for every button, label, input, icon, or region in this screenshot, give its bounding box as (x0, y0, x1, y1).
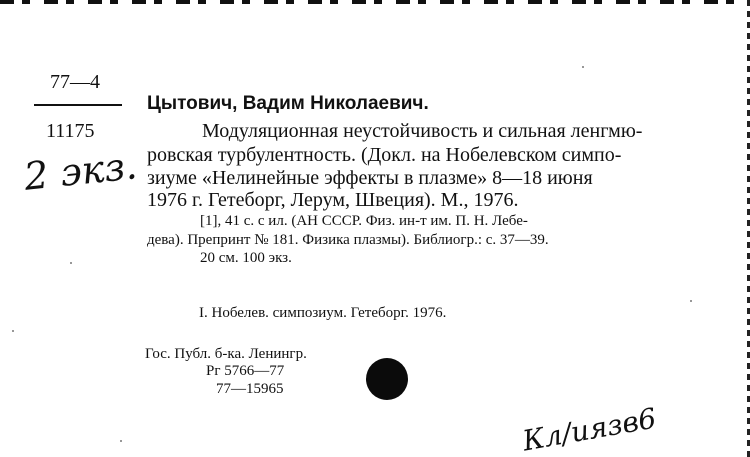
title-line-4: 1976 г. Гетеборг, Лерум, Швеция). М., 1976. (147, 189, 519, 211)
author-heading: Цытович, Вадим Николаевич. (147, 93, 429, 114)
scan-speck (12, 330, 14, 332)
scan-speck (690, 300, 692, 302)
description-line-2: дева). Препринт № 181. Физика плазмы). Библиогр.: с. 37—39. (147, 232, 549, 248)
scan-speck (582, 66, 584, 68)
scan-speck (120, 440, 122, 442)
ink-stamp (366, 358, 408, 400)
handwritten-signature: Кл/иязв6 (520, 401, 659, 457)
call-number-rule (34, 104, 122, 106)
description-line-3: 20 см. 100 экз. (200, 250, 292, 266)
title-line-3: зиуме «Нелинейные эффекты в плазме» 8—18 июня (147, 167, 593, 189)
title-line-1: Модуляционная неустойчивость и сильная ленгмю- (202, 120, 643, 142)
handwritten-copies-note: 2 экз. (22, 143, 140, 199)
scan-speck (70, 262, 72, 264)
description-line-1: [1], 41 с. с ил. (АН СССР. Физ. ин-т им. П. Н. Лебе- (200, 213, 528, 229)
subject-tracing: I. Нобелев. симпозиум. Гетеборг. 1976. (199, 305, 447, 321)
library-number: 77—15965 (216, 381, 284, 397)
title-line-2: ровская турбулентность. (Докл. на Нобелевском симпо- (147, 144, 622, 166)
library-name: Гос. Публ. б-ка. Ленингр. (145, 346, 307, 362)
library-shelfmark: Рг 5766—77 (206, 363, 285, 379)
call-number-top: 77—4 (50, 71, 100, 93)
call-number-bottom: 11175 (46, 120, 95, 142)
card-top-edge (0, 0, 750, 4)
